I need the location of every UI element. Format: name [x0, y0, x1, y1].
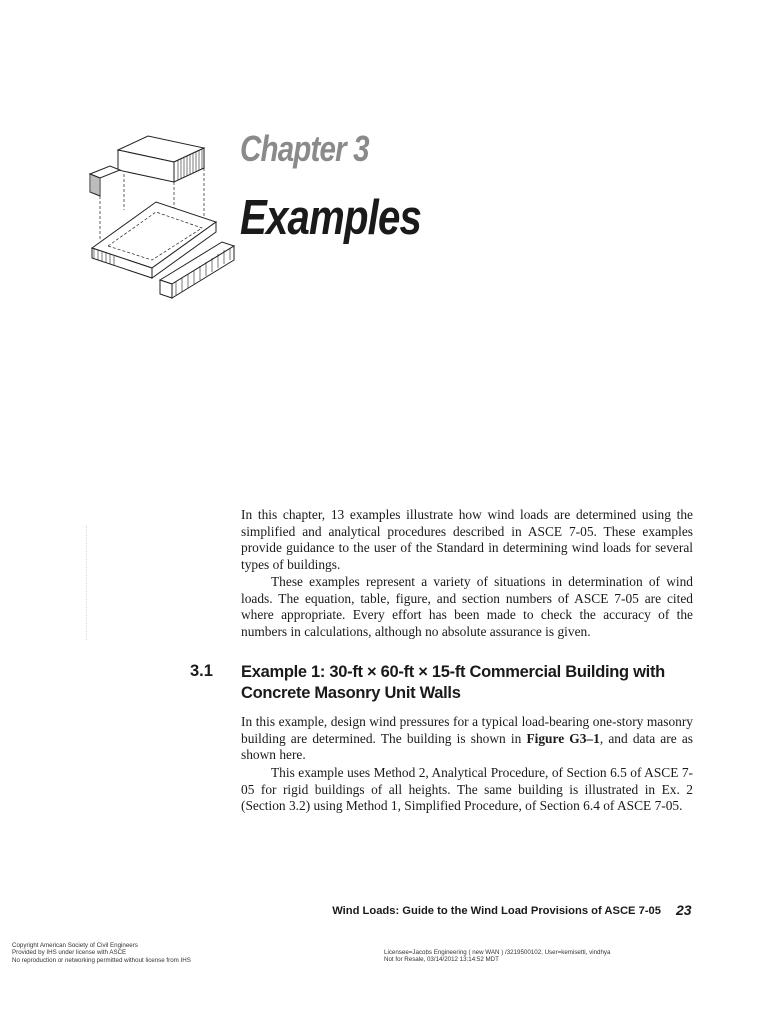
chapter-title: Examples: [240, 191, 422, 245]
section-title: Example 1: 30-ft × 60-ft × 15-ft Commercial Building with Concrete Masonry Unit Walls: [241, 663, 665, 702]
copyright-notice: [12, 942, 191, 964]
section-paragraph-1: [241, 714, 693, 764]
page-number: 23: [676, 902, 692, 918]
copyright-line-2: Provided by IHS under license with ASCE: [12, 949, 127, 957]
figure-reference: Figure G3–1: [526, 730, 600, 746]
section-paragraph-1-end: , and data are as shown here.: [241, 730, 693, 763]
intro-paragraph-2: These examples represent a variety of situations in determination of wind loads. The equation, table, figure, and section numbers of ASCE 7-05 are cited where appropriate. Every effort has been made to check the accuracy of the numbers in calculations, although no absolute assurance is given.: [241, 574, 693, 640]
intro-paragraph-1: In this chapter, 13 examples illustrate how wind loads are determined using the simplified and analytical procedures described in ASCE 7-05. These examples provide guidance to the user of the Standard in determining wind loads for several types of buildings.: [241, 507, 693, 573]
copyright-line-3: No reproduction or networking permitted without license from IHS: [12, 956, 191, 964]
section-number: 3.1: [190, 662, 213, 680]
license-line-2: Not for Resale, 03/14/2012 13:14:52 MDT: [384, 956, 499, 964]
building-illustration: [86, 130, 236, 300]
license-notice: [384, 949, 610, 964]
license-line-1: Licensee=Jacobs Engineering ( new WAN ) /3219500102, User=kemisetti, vindhya: [384, 949, 611, 956]
chapter-label: Chapter 3: [240, 128, 369, 169]
section-paragraph-1-text: In this example, design wind pressures for a typical load-bearing one-story masonry building are determined. The building is shown in: [241, 714, 693, 746]
margin-mark: [86, 525, 93, 640]
running-footer-title: Wind Loads: Guide to the Wind Load Provisions of ASCE 7-05: [332, 905, 661, 917]
section-paragraph-2: This example uses Method 2, Analytical Procedure, of Section 6.5 of ASCE 7-05 for rigid buildings of all heights. The same building is illustrated in Ex. 2 (Section 3.2) using Method 1, Simplified Procedure, of Section 6.4 of ASCE 7-05.: [241, 765, 693, 814]
copyright-line-1: Copyright American Society of Civil Engineers: [12, 942, 138, 949]
